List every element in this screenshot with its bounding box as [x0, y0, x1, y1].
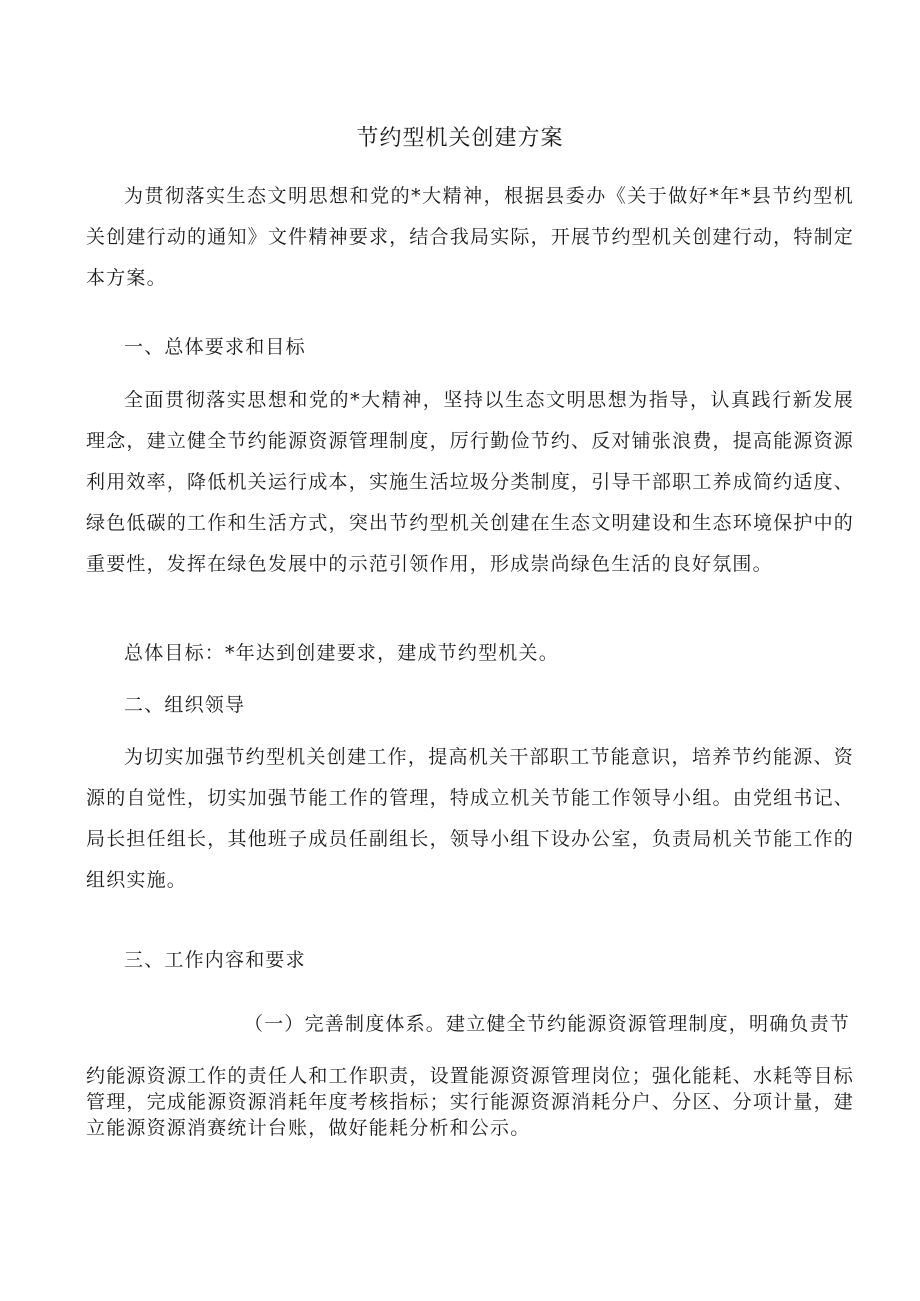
section3-heading: 三、工作内容和要求: [124, 949, 306, 971]
section1-body: 全面贯彻落实思想和党的*大精神，坚持以生态文明思想为指导，认真践行新发展理念，建立健全节约能源资源管理制度，厉行勤俭节约、反对铺张浪费，提高能源资源利用效率，降低机关运行成本，实施生活垃圾分类制度，引导干部职工养成简约适度、绿色低碳的工作和生活方式，突出节约型机关创建在生态文明建设和生态环境保护中的重要性，发挥在绿色发展中的示范引领作用，形成崇尚绿色生活的良好氛围。: [86, 389, 854, 575]
section3-item1-continuation: 约能源资源工作的责任人和工作职责，设置能源资源管理岗位；强化能耗、水耗等目标管理，完成能源资源消耗年度考核指标；实行能源资源消耗分户、分区、分项计量，建立能源资源消赛统计台账，做好能耗分析和公示。: [86, 1065, 854, 1139]
intro-paragraph: 为贯彻落实生态文明思想和党的*大精神，根据县委办《关于做好*年*县节约型机关创建行动的通知》文件精神要求，结合我局实际，开展节约型机关创建行动，特制定本方案。: [86, 185, 854, 289]
section3-item1-first-line: （一）完善制度体系。建立健全节约能源资源管理制度，明确负责节: [244, 1013, 851, 1035]
section2-body: 为切实加强节约型机关创建工作，提高机关干部职工节能意识，培养节约能源、资源的自觉性，切实加强节能工作的管理，特成立机关节能工作领导小组。由党组书记、局长担任组长，其他班子成员任副组长，领导小组下设办公室，负责局机关节能工作的组织实施。: [86, 746, 854, 891]
section1-heading: 一、总体要求和目标: [124, 336, 306, 358]
section1-goal: 总体目标：*年达到创建要求，建成节约型机关。: [124, 642, 559, 664]
section2-heading: 二、组织领导: [124, 694, 246, 716]
document-title: 节约型机关创建方案: [356, 126, 564, 151]
